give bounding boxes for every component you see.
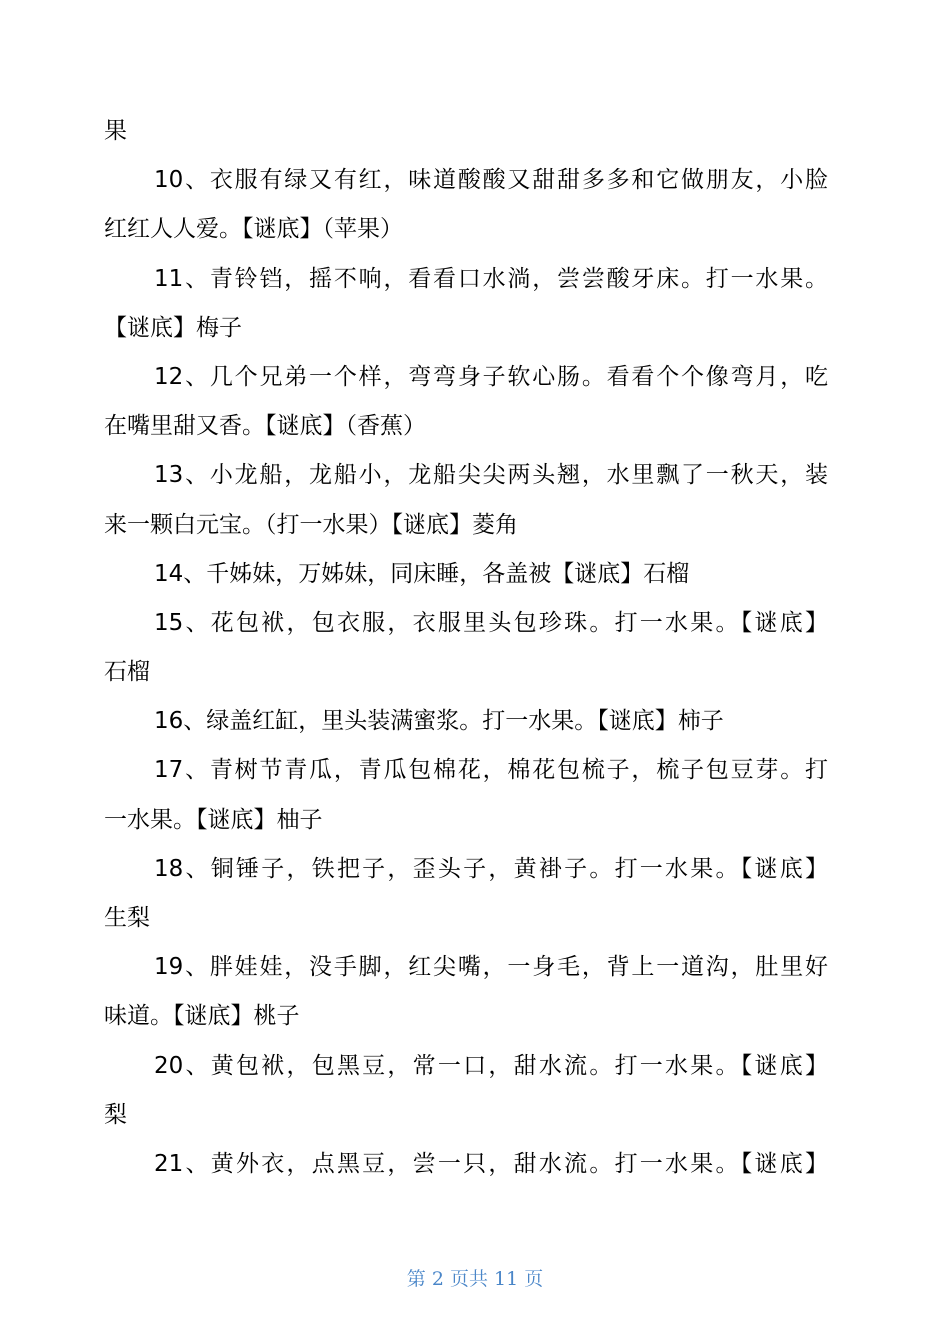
text-line: 14、千姊妹，万姊妹，同床睡，各盖被【谜底】石榴 <box>154 560 690 587</box>
text-line: 【谜底】梅子 <box>104 314 242 341</box>
text-line: 生梨 <box>104 905 150 931</box>
text-line: 12、几个兄弟一个样，弯弯身子软心肠。看看个个像弯月，吃 <box>154 363 828 390</box>
text-line: 在嘴里甜又香。【谜底】（香蕉） <box>104 413 426 440</box>
text-line: 来一颗白元宝。（打一水果）【谜底】菱角 <box>104 511 518 538</box>
text-line: 18、铜锤子，铁把子，歪头子，黄褂子。打一水果。【谜底】 <box>154 855 828 882</box>
text-line: 味道。【谜底】桃子 <box>104 1003 300 1030</box>
text-line: 10、衣服有绿又有红，味道酸酸又甜甜多多和它做朋友，小脸 <box>154 167 828 194</box>
text-line: 19、胖娃娃，没手脚，红尖嘴，一身毛，背上一道沟，肚里好 <box>154 954 828 981</box>
text-line: 13、小龙船，龙船小，龙船尖尖两头翘，水里飘了一秋天，装 <box>154 462 828 489</box>
text-line: 17、青树节青瓜，青瓜包棉花，棉花包梳子，梳子包豆芽。打 <box>154 757 828 784</box>
text-line: 11、青铃铛，摇不响，看看口水淌，尝尝酸牙床。打一水果。 <box>154 265 828 292</box>
text-line: 15、花包袱，包衣服，衣服里头包珍珠。打一水果。【谜底】 <box>154 609 828 636</box>
text-line: 一水果。【谜底】柚子 <box>104 806 323 833</box>
text-line: 果 <box>104 118 127 144</box>
text-line: 梨 <box>104 1101 127 1128</box>
text-line: 20、黄包袱，包黑豆，常一口，甜水流。打一水果。【谜底】 <box>154 1052 828 1079</box>
document-body <box>104 107 828 1189</box>
text-line: 红红人人爱。【谜底】（苹果） <box>104 216 403 243</box>
page-number-footer: 第 2 页共 11 页 <box>406 1268 544 1290</box>
text-line: 石榴 <box>104 659 150 686</box>
text-line: 16、绿盖红缸，里头装满蜜浆。打一水果。【谜底】柿子 <box>154 708 724 735</box>
text-line: 21、黄外衣，点黑豆，尝一只，甜水流。打一水果。【谜底】 <box>154 1150 828 1177</box>
